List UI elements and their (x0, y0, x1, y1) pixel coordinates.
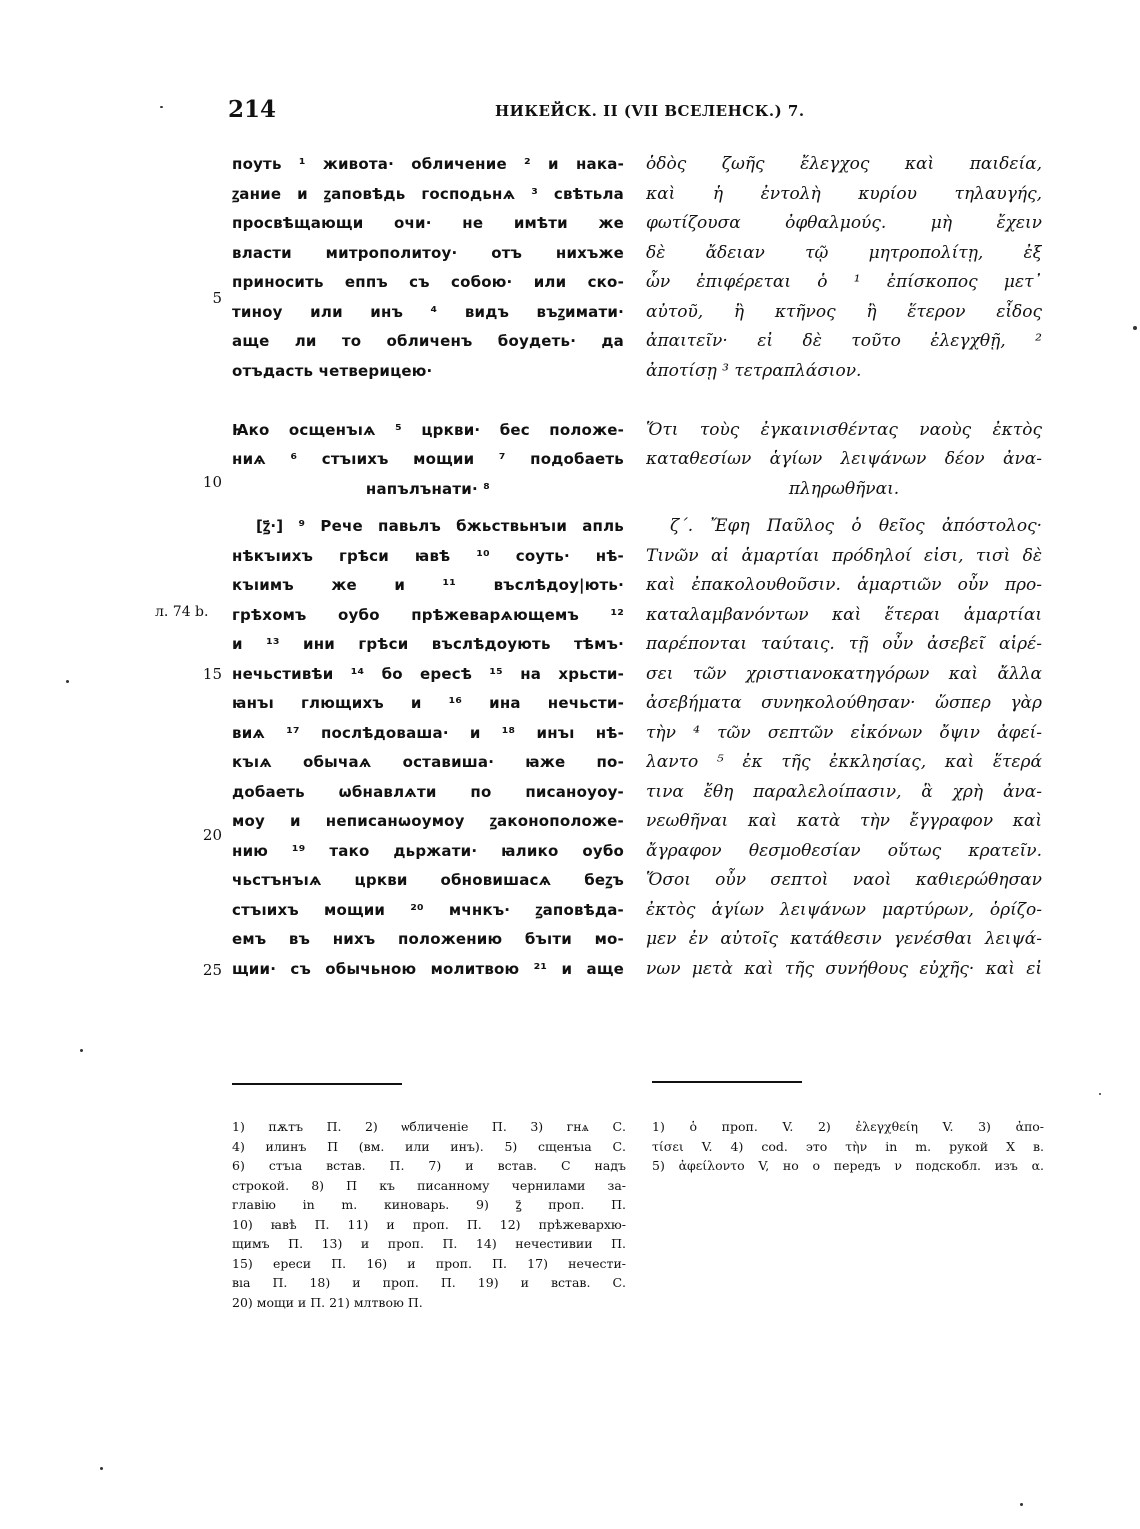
footnotes-left (232, 1117, 626, 1312)
greek-line: σει τῶν χριστιανοκατηγόρων καὶ ἄλλα (646, 663, 1042, 684)
slavonic-line: отъдасть четверицею· (232, 361, 433, 380)
greek-line: δὲ ἄδειαν τῷ μητροπολίτῃ, ἐξ (646, 242, 1042, 263)
greek-line: Ὅσοι οὖν σεπτοὶ ναοὶ καθιερώθησαν (646, 870, 1042, 890)
greek-line: ζ΄. Ἔφη Παῦλος ὁ θεῖος ἀπόστολος· (670, 516, 1042, 536)
slavonic-line: ꙁание и ꙁаповѣдь господьнѧ ³ свѣтьла (232, 184, 624, 203)
greek-line: ἀπαιτεῖν· εἰ δὲ τοῦτο ἐλεγχθῇ, ² (646, 331, 1042, 351)
slavonic-line: стъıихъ мощии ²⁰ мчнкъ· ꙁаповѣда- (232, 900, 624, 919)
running-title: НИКЕЙСК. II (VII ВСЕЛЕНСК.) 7. (495, 102, 805, 120)
scan-speck (80, 1049, 83, 1052)
slavonic-line: къıѧ обычаѧ оставиша· ꙗже по- (232, 753, 624, 771)
greek-line: νεωθῆναι καὶ κατὰ τὴν ἔγγραφον καὶ (646, 811, 1042, 831)
slavonic-line: ꙗнъı глющихъ и ¹⁶ ина нечьсти- (232, 694, 624, 712)
slavonic-line: виѧ ¹⁷ послѣдоваша· и ¹⁸ инъı нѣ- (232, 723, 624, 742)
footnote-line: 15) ереси П. 16) и проп. П. 17) нечести- (232, 1255, 626, 1271)
footnote-line: 5) ἀφείλοντο V, но ο передъ ν подскобл. изъ α. (652, 1158, 1044, 1173)
footnote-line: 20) мощи и П. 21) млтвою П. (232, 1294, 423, 1310)
line-number: 25 (202, 961, 222, 979)
footnote-line: τίσει V. 4) cod. это τὴν in m. рукой X в. (652, 1138, 1044, 1154)
footnote-line: 6) стъıа встав. П. 7) и встав. С надъ (232, 1158, 626, 1173)
footnote-line: щимъ П. 13) и проп. П. 14) нечестивии П. (232, 1236, 626, 1251)
greek-heading-line: πληρωθῆναι. (788, 478, 900, 499)
greek-line: καταλαμβανόντων καὶ ἕτεραι ἁμαρτίαι (646, 604, 1042, 625)
greek-line: αὐτοῦ, ἢ κτῆνος ἢ ἕτερον εἶδος (646, 301, 1042, 322)
line-number: 15 (202, 665, 222, 683)
greek-line: ὁδὸς ζωῆς ἔλεγχος καὶ παιδεία, (646, 154, 1042, 174)
slavonic-heading-line: напълънати· ⁸ (365, 479, 491, 498)
manuscript-folio-note: л. 74 b. (155, 604, 209, 620)
footnote-rule-left (232, 1083, 402, 1085)
footnote-line: 10) ꙗвѣ П. 11) и проп. П. 12) прѣжевархю- (232, 1216, 626, 1232)
line-number: 5 (212, 289, 222, 307)
greek-line: ὧν ἐπιφέρεται ὁ ¹ ἐπίσκοπος μετ᾽ (646, 272, 1042, 292)
slavonic-line: добаеть ѡбнавлѧти по писаноуоу- (232, 782, 624, 801)
slavonic-line: грѣхомъ оубо прѣжеварѧющемъ ¹² (232, 605, 624, 624)
footnote-rule-right (652, 1081, 802, 1083)
slavonic-line: чьстънъıѧ цркви обновишасѧ беꙁъ (232, 871, 624, 889)
greek-line: καὶ ἐπακολουθοῦσιν. ἁμαρτιῶν οὖν προ- (646, 575, 1042, 595)
slavonic-line: тиноу или инъ ⁴ видъ въꙁимати· (232, 302, 624, 321)
greek-line: ἄγραφον θεσμοθεσίαν οὕτως κρατεῖν. (646, 840, 1042, 861)
line-number: 10 (202, 473, 222, 491)
scan-speck (1133, 326, 1137, 330)
footnote-line: 1) пѫтъ П. 2) ѡбличенiе П. 3) гнѧ С. (232, 1119, 626, 1134)
slavonic-line: приносить еппъ съ собою· или ско- (232, 273, 624, 291)
scan-speck (1020, 1503, 1023, 1506)
slavonic-line: нию ¹⁹ тако дьржати· ꙗлико оубо (232, 841, 624, 860)
slavonic-line: поуть ¹ живота· обличение ² и нака- (232, 155, 624, 173)
slavonic-line: нѣкъıихъ грѣси ꙗвѣ ¹⁰ соуть· нѣ- (232, 546, 624, 565)
greek-line: ἀποτίσῃ ³ τετραπλάσιον. (646, 360, 862, 381)
greek-line: νων μετὰ καὶ τῆς συνήθους εὐχῆς· καὶ εἰ (646, 958, 1042, 979)
scan-speck (1099, 1093, 1101, 1095)
slavonic-line: моу и неписанѡоумоу ꙁаконоположе- (232, 812, 624, 830)
footnote-line: вıа П. 18) и проп. П. 19) и встав. С. (232, 1275, 626, 1290)
slavonic-line: аще ли то обличенъ боудеть· да (232, 332, 624, 350)
greek-heading-line: Ὅτι τοὺς ἐγκαινισθέντας ναοὺς ἐκτὸς (646, 419, 1042, 440)
slavonic-line: власти митрополитоу· отъ нихъже (232, 243, 624, 262)
footnote-line: 1) ὁ проп. V. 2) ἐλεγχθείη V. 3) ἀπο- (652, 1119, 1044, 1134)
slavonic-line: щии· съ обычьною молитвою ²¹ и аще (232, 959, 624, 978)
greek-line: μεν ἐν αὐτοῖς κατάθεσιν γενέσθαι λειψά- (646, 929, 1042, 949)
slavonic-column (232, 150, 624, 984)
greek-line: ἐκτὸς ἁγίων λειψάνων μαρτύρων, ὁρίζο- (646, 899, 1042, 920)
slavonic-line: къıимъ же и ¹¹ въслѣдоу|ють· (232, 576, 624, 594)
greek-line: Τινῶν αἱ ἁμαρτίαι πρόδηλοί εἰσι, τισὶ δὲ (646, 545, 1042, 566)
greek-line: παρέπονται ταύταις. τῇ οὖν ἀσεβεῖ αἱρέ- (646, 634, 1042, 654)
slavonic-line: просвѣщающи очи· не имѣти же (232, 214, 624, 232)
line-number: 20 (202, 826, 222, 844)
slavonic-heading-line: Ꙗко осщенъıѧ ⁵ цркви· бес положе- (232, 420, 624, 439)
slavonic-line: [ꙁ҃·] ⁹ Рече павьлъ бжьствьнъıи апль (256, 517, 624, 535)
footnote-line: строкой. 8) П къ писанному чернилами за- (232, 1177, 626, 1193)
greek-line: τινα ἔθη παραλελοίπασιν, ἃ χρὴ ἀνα- (646, 781, 1042, 802)
greek-column (646, 150, 1042, 984)
slavonic-line: нечьстивѣи ¹⁴ бо ересѣ ¹⁵ на хрьсти- (232, 664, 624, 683)
greek-line: τὴν ⁴ τῶν σεπτῶν εἰκόνων ὄψιν ἀφεί- (646, 722, 1042, 743)
scan-speck (66, 680, 69, 683)
scan-speck (160, 106, 163, 108)
greek-line: λαντο ⁵ ἐκ τῆς ἐκκλησίας, καὶ ἕτερά (646, 752, 1042, 772)
greek-line: φωτίζουσα ὀφθαλμούς. μὴ ἔχειν (646, 213, 1042, 233)
slavonic-line: и ¹³ ини грѣси въслѣдоують тѣмъ· (232, 635, 624, 653)
footnotes-right (652, 1117, 1044, 1176)
greek-line: ἀσεβήματα συνηκολούθησαν· ὥσπερ γὰρ (646, 693, 1042, 713)
slavonic-heading-line: ниѧ ⁶ стъıихъ мощии ⁷ подобаеть (232, 450, 624, 468)
page-number: 214 (228, 96, 277, 123)
footnote-line: 4) илинъ П (вм. или инъ). 5) сщенъıа С. (232, 1138, 626, 1154)
greek-heading-line: καταθεσίων ἁγίων λειψάνων δέον ἀνα- (646, 449, 1042, 469)
greek-line: καὶ ἡ ἐντολὴ κυρίου τηλαυγής, (646, 183, 1042, 204)
footnote-line: главiю in m. киноварь. 9) ꙁ҃ проп. П. (232, 1197, 626, 1212)
slavonic-line: емъ въ нихъ положению бъıти мо- (232, 930, 624, 948)
scan-speck (100, 1467, 103, 1470)
